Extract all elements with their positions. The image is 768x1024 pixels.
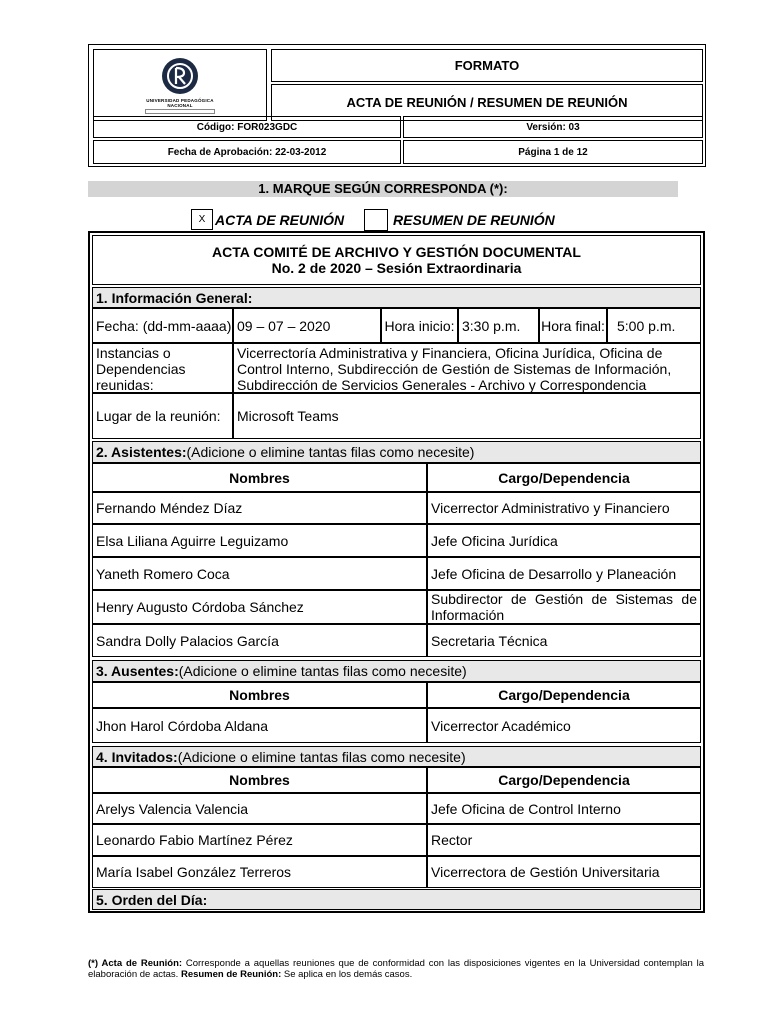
acta-checkbox[interactable]: X bbox=[191, 209, 213, 230]
resumen-checkbox[interactable] bbox=[364, 209, 388, 231]
resumen-checkbox-label: RESUMEN DE REUNIÓN bbox=[393, 212, 555, 228]
orden-del-dia-title: 5. Orden del Día: bbox=[92, 889, 701, 910]
footnote-acta-text: Corresponde a aquellas reuniones que de conformidad con las disposiciones vigentes en la Universidad contemplan la elaboración de actas. bbox=[88, 958, 704, 980]
asistente-nombre[interactable]: Sandra Dolly Palacios García bbox=[92, 624, 427, 657]
fecha-value[interactable]: 09 – 07 – 2020 bbox=[233, 308, 381, 343]
form-title: ACTA DE REUNIÓN / RESUMEN DE REUNIÓN bbox=[271, 84, 703, 121]
asistente-nombre[interactable]: Henry Augusto Córdoba Sánchez bbox=[92, 590, 427, 624]
lugar-value[interactable]: Microsoft Teams bbox=[233, 393, 701, 439]
meeting-title-line1: ACTA COMITÉ DE ARCHIVO Y GESTIÓN DOCUMENTAL bbox=[212, 244, 581, 260]
footnote bbox=[88, 958, 704, 980]
university-name bbox=[146, 98, 213, 108]
ausentes-title bbox=[92, 660, 701, 682]
logo-cell bbox=[93, 49, 267, 121]
codigo-field: Código: FOR023GDC bbox=[93, 116, 401, 138]
asistente-nombre[interactable]: Yaneth Romero Coca bbox=[92, 557, 427, 590]
meeting-title bbox=[92, 235, 701, 285]
footnote-acta-term: Acta de Reunión: bbox=[101, 958, 183, 969]
asistente-cargo[interactable]: Secretaria Técnica bbox=[427, 624, 701, 657]
invitado-cargo[interactable]: Vicerrectora de Gestión Universitaria bbox=[427, 856, 701, 888]
asistentes-col-nombres: Nombres bbox=[92, 463, 427, 492]
hora-inicio-value[interactable]: 3:30 p.m. bbox=[458, 308, 539, 343]
instancias-label: Instancias o Dependencias reunidas: bbox=[92, 343, 233, 393]
asistentes-title-bold: 2. Asistentes: bbox=[96, 444, 187, 460]
asistente-nombre[interactable]: Elsa Liliana Aguirre Leguizamo bbox=[92, 524, 427, 557]
page-number-field: Página 1 de 12 bbox=[403, 140, 703, 164]
invitado-nombre[interactable]: Leonardo Fabio Martínez Pérez bbox=[92, 824, 427, 856]
ausentes-col-nombres: Nombres bbox=[92, 682, 427, 708]
hora-inicio-label: Hora inicio: bbox=[381, 308, 458, 343]
version-field: Versión: 03 bbox=[403, 116, 703, 138]
ausentes-title-bold: 3. Ausentes: bbox=[96, 663, 179, 679]
fecha-label: Fecha: (dd-mm-aaaa) bbox=[92, 308, 233, 343]
ausentes-col-cargo: Cargo/Dependencia bbox=[427, 682, 701, 708]
lugar-label: Lugar de la reunión: bbox=[92, 393, 233, 439]
meeting-title-line2: No. 2 de 2020 – Sesión Extraordinaria bbox=[271, 260, 522, 276]
asistente-cargo[interactable]: Jefe Oficina de Desarrollo y Planeación bbox=[427, 557, 701, 590]
footnote-resumen-text: Se aplica en los demás casos. bbox=[281, 969, 413, 980]
formato-label: FORMATO bbox=[271, 49, 703, 82]
asistentes-col-cargo: Cargo/Dependencia bbox=[427, 463, 701, 492]
general-info-title: 1. Información General: bbox=[92, 287, 701, 308]
fecha-aprobacion-field: Fecha de Aprobación: 22-03-2012 bbox=[93, 140, 401, 164]
university-logo-icon bbox=[160, 56, 200, 96]
asistente-cargo[interactable]: Subdirector de Gestión de Sistemas de Información bbox=[427, 590, 701, 624]
asistente-cargo[interactable]: Jefe Oficina Jurídica bbox=[427, 524, 701, 557]
marque-section-title: 1. MARQUE SEGÚN CORRESPONDA (*): bbox=[88, 181, 678, 197]
invitado-cargo[interactable]: Jefe Oficina de Control Interno bbox=[427, 793, 701, 824]
ausente-nombre[interactable]: Jhon Harol Córdoba Aldana bbox=[92, 708, 427, 743]
acta-checkbox-label: ACTA DE REUNIÓN bbox=[215, 212, 345, 228]
asistente-cargo[interactable]: Vicerrector Administrativo y Financiero bbox=[427, 492, 701, 524]
invitado-nombre[interactable]: Arelys Valencia Valencia bbox=[92, 793, 427, 824]
hora-final-value[interactable]: 5:00 p.m. bbox=[607, 308, 701, 343]
ausente-cargo[interactable]: Vicerrector Académico bbox=[427, 708, 701, 743]
meeting-minutes-table bbox=[88, 231, 705, 913]
university-name-line2: NACIONAL bbox=[167, 103, 193, 108]
asistentes-title-note: (Adicione o elimine tantas filas como necesite) bbox=[186, 444, 475, 460]
ausentes-title-note: (Adicione o elimine tantas filas como necesite) bbox=[178, 663, 467, 679]
invitados-title-note: (Adicione o elimine tantas filas como necesite) bbox=[177, 748, 466, 765]
footnote-resumen-term: Resumen de Reunión: bbox=[180, 969, 282, 980]
footnote-mark: (*) bbox=[88, 958, 102, 969]
invitados-title-bold: 4. Invitados: bbox=[96, 748, 178, 765]
invitados-title bbox=[92, 746, 701, 767]
invitados-col-nombres: Nombres bbox=[92, 767, 427, 793]
document-header bbox=[88, 44, 706, 167]
invitado-nombre[interactable]: María Isabel González Terreros bbox=[92, 856, 427, 888]
hora-final-label: Hora final: bbox=[539, 308, 607, 343]
invitado-cargo[interactable]: Rector bbox=[427, 824, 701, 856]
instancias-value[interactable]: Vicerrectoría Administrativa y Financiera, Oficina Jurídica, Oficina de Control Interno, Subdirección de Gestión de Sistemas de Información, Subdirección de Servicios Generales - Archivo y Correspondencia bbox=[233, 343, 701, 393]
asistente-nombre[interactable]: Fernando Méndez Díaz bbox=[92, 492, 427, 524]
asistentes-title bbox=[92, 441, 701, 463]
logo-tagline-box bbox=[145, 109, 215, 114]
university-name-line1: UNIVERSIDAD PEDAGÓGICA bbox=[146, 98, 214, 103]
invitados-col-cargo: Cargo/Dependencia bbox=[427, 767, 701, 793]
